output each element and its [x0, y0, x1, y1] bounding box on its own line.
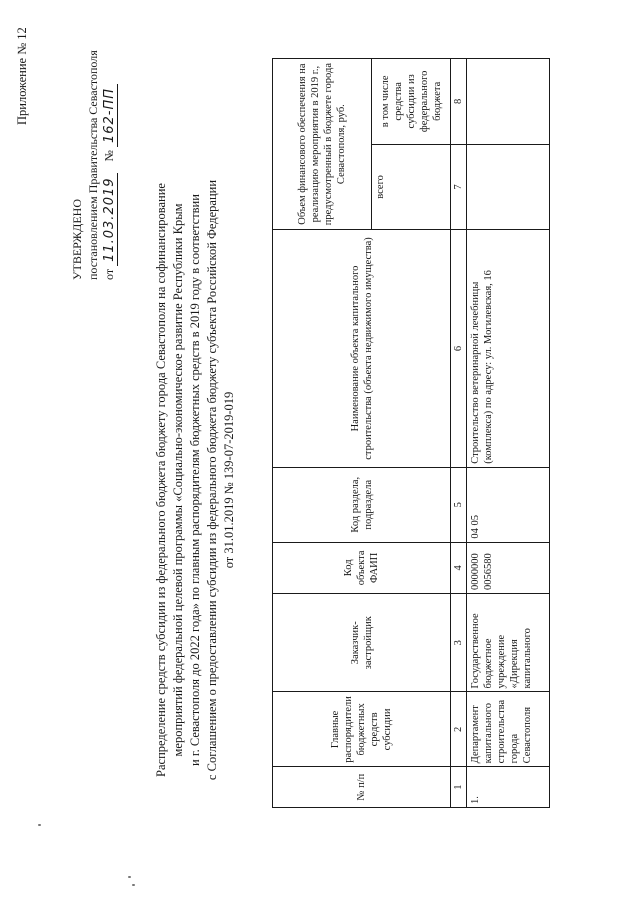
- title-line-4: с Соглашением о предоставлении субсидии из федерального бюджета бюджету субъекта Российской Федерации: [205, 179, 219, 781]
- header-financing: Объем финансового обеспечения на реализацию мероприятия в 2019 г., предусмотренный в бюджете города Севастополя, руб.: [273, 59, 372, 230]
- header-num: № п/п: [273, 767, 451, 808]
- table-header-row: [273, 59, 372, 808]
- title-line-3: и г. Севастополя до 2022 года» по главным распорядителям бюджетных средств в 2019 году в соответствии: [188, 194, 202, 766]
- scan-speck: [128, 876, 131, 878]
- header-section-code: Код раздела, подраздела: [273, 467, 451, 542]
- column-number: 2: [451, 692, 467, 767]
- appendix-label: Приложение № 12: [15, 27, 29, 125]
- header-managers: Главные распорядители бюджетных средств субсидии: [273, 692, 451, 767]
- row-total: [467, 144, 550, 230]
- handwritten-date: 11.03.2019: [102, 173, 118, 265]
- table-row: [467, 59, 550, 808]
- approval-block: [69, 0, 118, 280]
- document-sheet: [15, 0, 615, 880]
- title-line-5: от 31.01.2019 № 139-07-2019-019: [222, 391, 236, 569]
- handwritten-number: 162-ПП: [102, 84, 118, 147]
- column-number: 7: [451, 144, 467, 230]
- document-title: [153, 110, 238, 850]
- column-number: 5: [451, 467, 467, 542]
- date-line: [101, 0, 118, 280]
- column-number: 3: [451, 594, 467, 692]
- row-manager: Департамент капитального строительства города Севастополя: [467, 692, 550, 767]
- row-num: 1.: [467, 767, 550, 808]
- header-total: всего: [372, 144, 451, 230]
- row-section-code: 04 05: [467, 467, 550, 542]
- scan-speck: [132, 884, 135, 886]
- header-faip-code: Код объекта ФАИП: [273, 542, 451, 593]
- header-object-name: Наименование объекта капитального строительства (объекта недвижимого имущества): [273, 230, 451, 468]
- column-number: 6: [451, 230, 467, 468]
- row-faip-code: 0000000 0056580: [467, 542, 550, 593]
- approved-label: УТВЕРЖДЕНО: [70, 198, 84, 280]
- row-object-name: Строительство ветеринарной лечебницы (комплекса) по адресу: ул. Могилевская, 16: [467, 230, 550, 468]
- distribution-table: [272, 58, 550, 808]
- number-label: №: [102, 150, 116, 162]
- header-including: в том числе средства субсидии из федерального бюджета: [372, 59, 451, 145]
- header-developer: Заказчик-застройщик: [273, 594, 451, 692]
- scan-speck: [38, 824, 41, 826]
- title-line-1: Распределение средств субсидии из федерального бюджета бюджету города Севастополя на софинансирование: [154, 183, 168, 777]
- column-number: 8: [451, 59, 467, 145]
- title-line-2: мероприятий федеральной целевой программы «Социально-экономическое развитие Республики Крым: [171, 203, 185, 757]
- column-number-row: [451, 59, 467, 808]
- row-developer: Государственное бюджетное учреждение «Дирекция капитального: [467, 594, 550, 692]
- column-number: 4: [451, 542, 467, 593]
- from-label: от: [102, 268, 116, 280]
- resolution-label: постановлением Правительства Севастополя: [86, 50, 100, 280]
- row-including: [467, 59, 550, 145]
- column-number: 1: [451, 767, 467, 808]
